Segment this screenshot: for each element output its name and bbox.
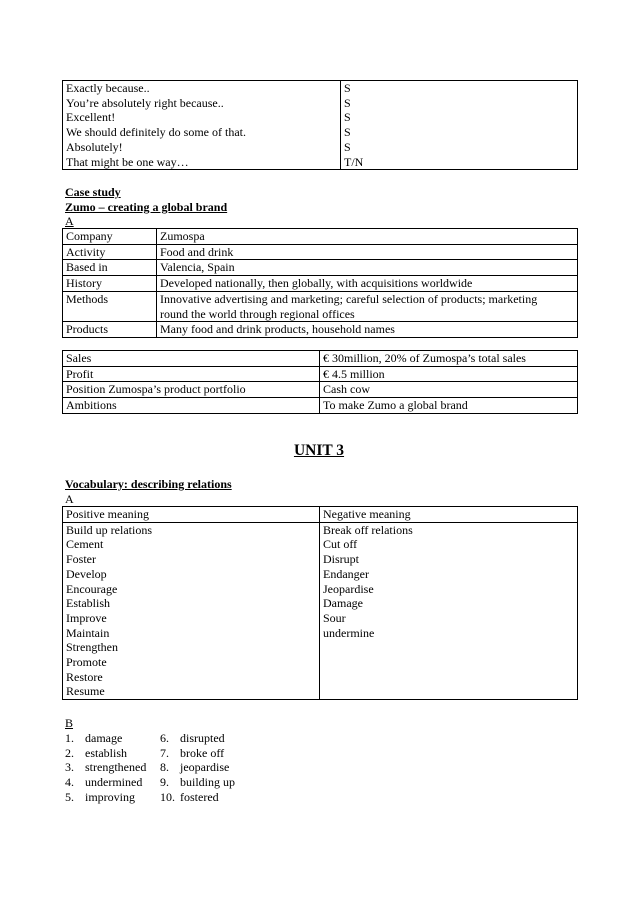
positive-word: Build up relations bbox=[66, 522, 152, 537]
profile-value-line: Valencia, Spain bbox=[160, 260, 235, 275]
profile-value bbox=[157, 291, 578, 321]
vocab-section-a-label: A bbox=[65, 492, 74, 506]
phrase-line: Exactly because.. bbox=[66, 81, 150, 95]
financial-value: Cash cow bbox=[320, 382, 578, 398]
positive-words-cell bbox=[63, 522, 320, 699]
answer-word: damage bbox=[85, 731, 123, 745]
answer-number: 5. bbox=[65, 789, 74, 804]
table-row bbox=[63, 522, 578, 699]
financial-label: Position Zumospa’s product portfolio bbox=[63, 382, 320, 398]
financial-value: € 4.5 million bbox=[320, 366, 578, 382]
answer-number: 10. bbox=[160, 789, 175, 804]
answer-word: disrupted bbox=[180, 731, 225, 745]
section-a-label: A bbox=[65, 214, 74, 228]
negative-word: Jeopardise bbox=[323, 581, 374, 596]
list-item bbox=[65, 746, 235, 761]
profile-value bbox=[157, 260, 578, 276]
positive-word: Cement bbox=[66, 537, 104, 552]
profile-value-line: Developed nationally, then globally, with acquisitions worldwide bbox=[160, 276, 473, 291]
positive-word: Develop bbox=[66, 566, 107, 581]
table-row bbox=[63, 366, 578, 382]
financial-label: Sales bbox=[63, 351, 320, 367]
case-study-subheading: Zumo – creating a global brand bbox=[65, 200, 228, 214]
positive-word: Encourage bbox=[66, 581, 118, 596]
table-row bbox=[63, 276, 578, 292]
table-row bbox=[63, 507, 578, 523]
negative-word: Sour bbox=[323, 610, 346, 625]
answer-number: 4. bbox=[65, 775, 74, 790]
case-study-heading: Case study bbox=[65, 185, 121, 199]
table-row bbox=[63, 291, 578, 321]
profile-value-line: round the world through regional offices bbox=[160, 306, 355, 321]
answer-word: establish bbox=[85, 745, 127, 760]
answer-word: strengthened bbox=[85, 760, 147, 775]
answer-number: 1. bbox=[65, 731, 74, 745]
phrase-line: That might be one way… bbox=[66, 154, 189, 169]
code-line: T/N bbox=[344, 154, 364, 169]
answer-word: building up bbox=[180, 775, 236, 790]
negative-word: Disrupt bbox=[323, 552, 359, 567]
positive-word: Maintain bbox=[66, 625, 110, 640]
positive-word: Strengthen bbox=[66, 640, 118, 655]
answer-word: undermined bbox=[85, 775, 143, 790]
financial-label: Profit bbox=[63, 366, 320, 382]
negative-words-cell bbox=[320, 522, 578, 699]
negative-word: undermine bbox=[323, 625, 375, 640]
positive-word: Improve bbox=[66, 610, 107, 625]
table-row bbox=[63, 81, 578, 170]
answer-word: jeopardise bbox=[180, 760, 230, 775]
profile-value bbox=[157, 276, 578, 292]
table-row bbox=[63, 382, 578, 398]
code-line: S bbox=[344, 95, 351, 110]
profile-label: Methods bbox=[63, 291, 157, 321]
profile-label: Based in bbox=[63, 260, 157, 276]
answer-number: 9. bbox=[160, 775, 169, 790]
positive-word: Promote bbox=[66, 655, 107, 670]
financial-value: € 30million, 20% of Zumospa’s total sales bbox=[320, 351, 578, 367]
negative-word: Break off relations bbox=[323, 522, 413, 537]
profile-value-line: Innovative advertising and marketing; careful selection of products; marketing bbox=[160, 291, 538, 306]
phrase-line: Excellent! bbox=[66, 110, 116, 125]
code-line: S bbox=[344, 81, 351, 95]
phrase-line: We should definitely do some of that. bbox=[66, 125, 246, 140]
table-row bbox=[63, 260, 578, 276]
profile-value bbox=[157, 322, 578, 338]
list-item bbox=[65, 790, 235, 805]
financial-label: Ambitions bbox=[63, 398, 320, 414]
profile-label: Activity bbox=[63, 244, 157, 260]
section-b-label: B bbox=[65, 716, 74, 730]
code-line: S bbox=[344, 125, 351, 140]
answer-word: broke off bbox=[180, 745, 225, 760]
financial-value: To make Zumo a global brand bbox=[320, 398, 578, 414]
answer-number: 7. bbox=[160, 745, 169, 760]
answer-number: 6. bbox=[160, 731, 169, 745]
phrase-line: You’re absolutely right because.. bbox=[66, 95, 224, 110]
code-line: S bbox=[344, 110, 351, 125]
positive-word: Resume bbox=[66, 684, 105, 699]
phrase-line: Absolutely! bbox=[66, 139, 123, 154]
financial-table bbox=[62, 350, 578, 414]
negative-word: Damage bbox=[323, 596, 363, 611]
table-row bbox=[63, 351, 578, 367]
vocab-heading: Vocabulary: describing relations bbox=[65, 477, 232, 491]
positive-word: Restore bbox=[66, 669, 103, 684]
positive-word: Foster bbox=[66, 552, 96, 567]
negative-header: Negative meaning bbox=[320, 507, 578, 523]
answer-number: 8. bbox=[160, 760, 169, 775]
company-profile-table bbox=[62, 228, 578, 338]
list-item bbox=[65, 775, 235, 790]
table-row bbox=[63, 244, 578, 260]
answer-number: 3. bbox=[65, 760, 74, 775]
list-item bbox=[65, 731, 235, 746]
negative-word: Endanger bbox=[323, 566, 369, 581]
answer-list bbox=[65, 731, 235, 804]
profile-label: History bbox=[63, 276, 157, 292]
vocabulary-table bbox=[62, 506, 578, 700]
negative-word: Cut off bbox=[323, 537, 358, 552]
profile-value-line: Many food and drink products, household names bbox=[160, 322, 395, 337]
table-row bbox=[63, 398, 578, 414]
codes-cell bbox=[341, 81, 578, 170]
unit-title: UNIT 3 bbox=[293, 442, 345, 459]
table-row bbox=[63, 229, 578, 245]
answer-word: improving bbox=[85, 789, 135, 804]
answer-number: 2. bbox=[65, 745, 74, 760]
profile-value-line: Zumospa bbox=[160, 229, 205, 243]
table-row bbox=[63, 322, 578, 338]
code-line: S bbox=[344, 139, 351, 154]
profile-value bbox=[157, 244, 578, 260]
list-item bbox=[65, 760, 235, 775]
profile-label: Company bbox=[63, 229, 157, 245]
profile-value bbox=[157, 229, 578, 245]
positive-word: Establish bbox=[66, 596, 110, 611]
profile-value-line: Food and drink bbox=[160, 244, 234, 259]
positive-header: Positive meaning bbox=[63, 507, 320, 523]
answer-word: fostered bbox=[180, 789, 219, 804]
profile-label: Products bbox=[63, 322, 157, 338]
phrases-cell bbox=[63, 81, 341, 170]
phrases-table bbox=[62, 80, 578, 170]
